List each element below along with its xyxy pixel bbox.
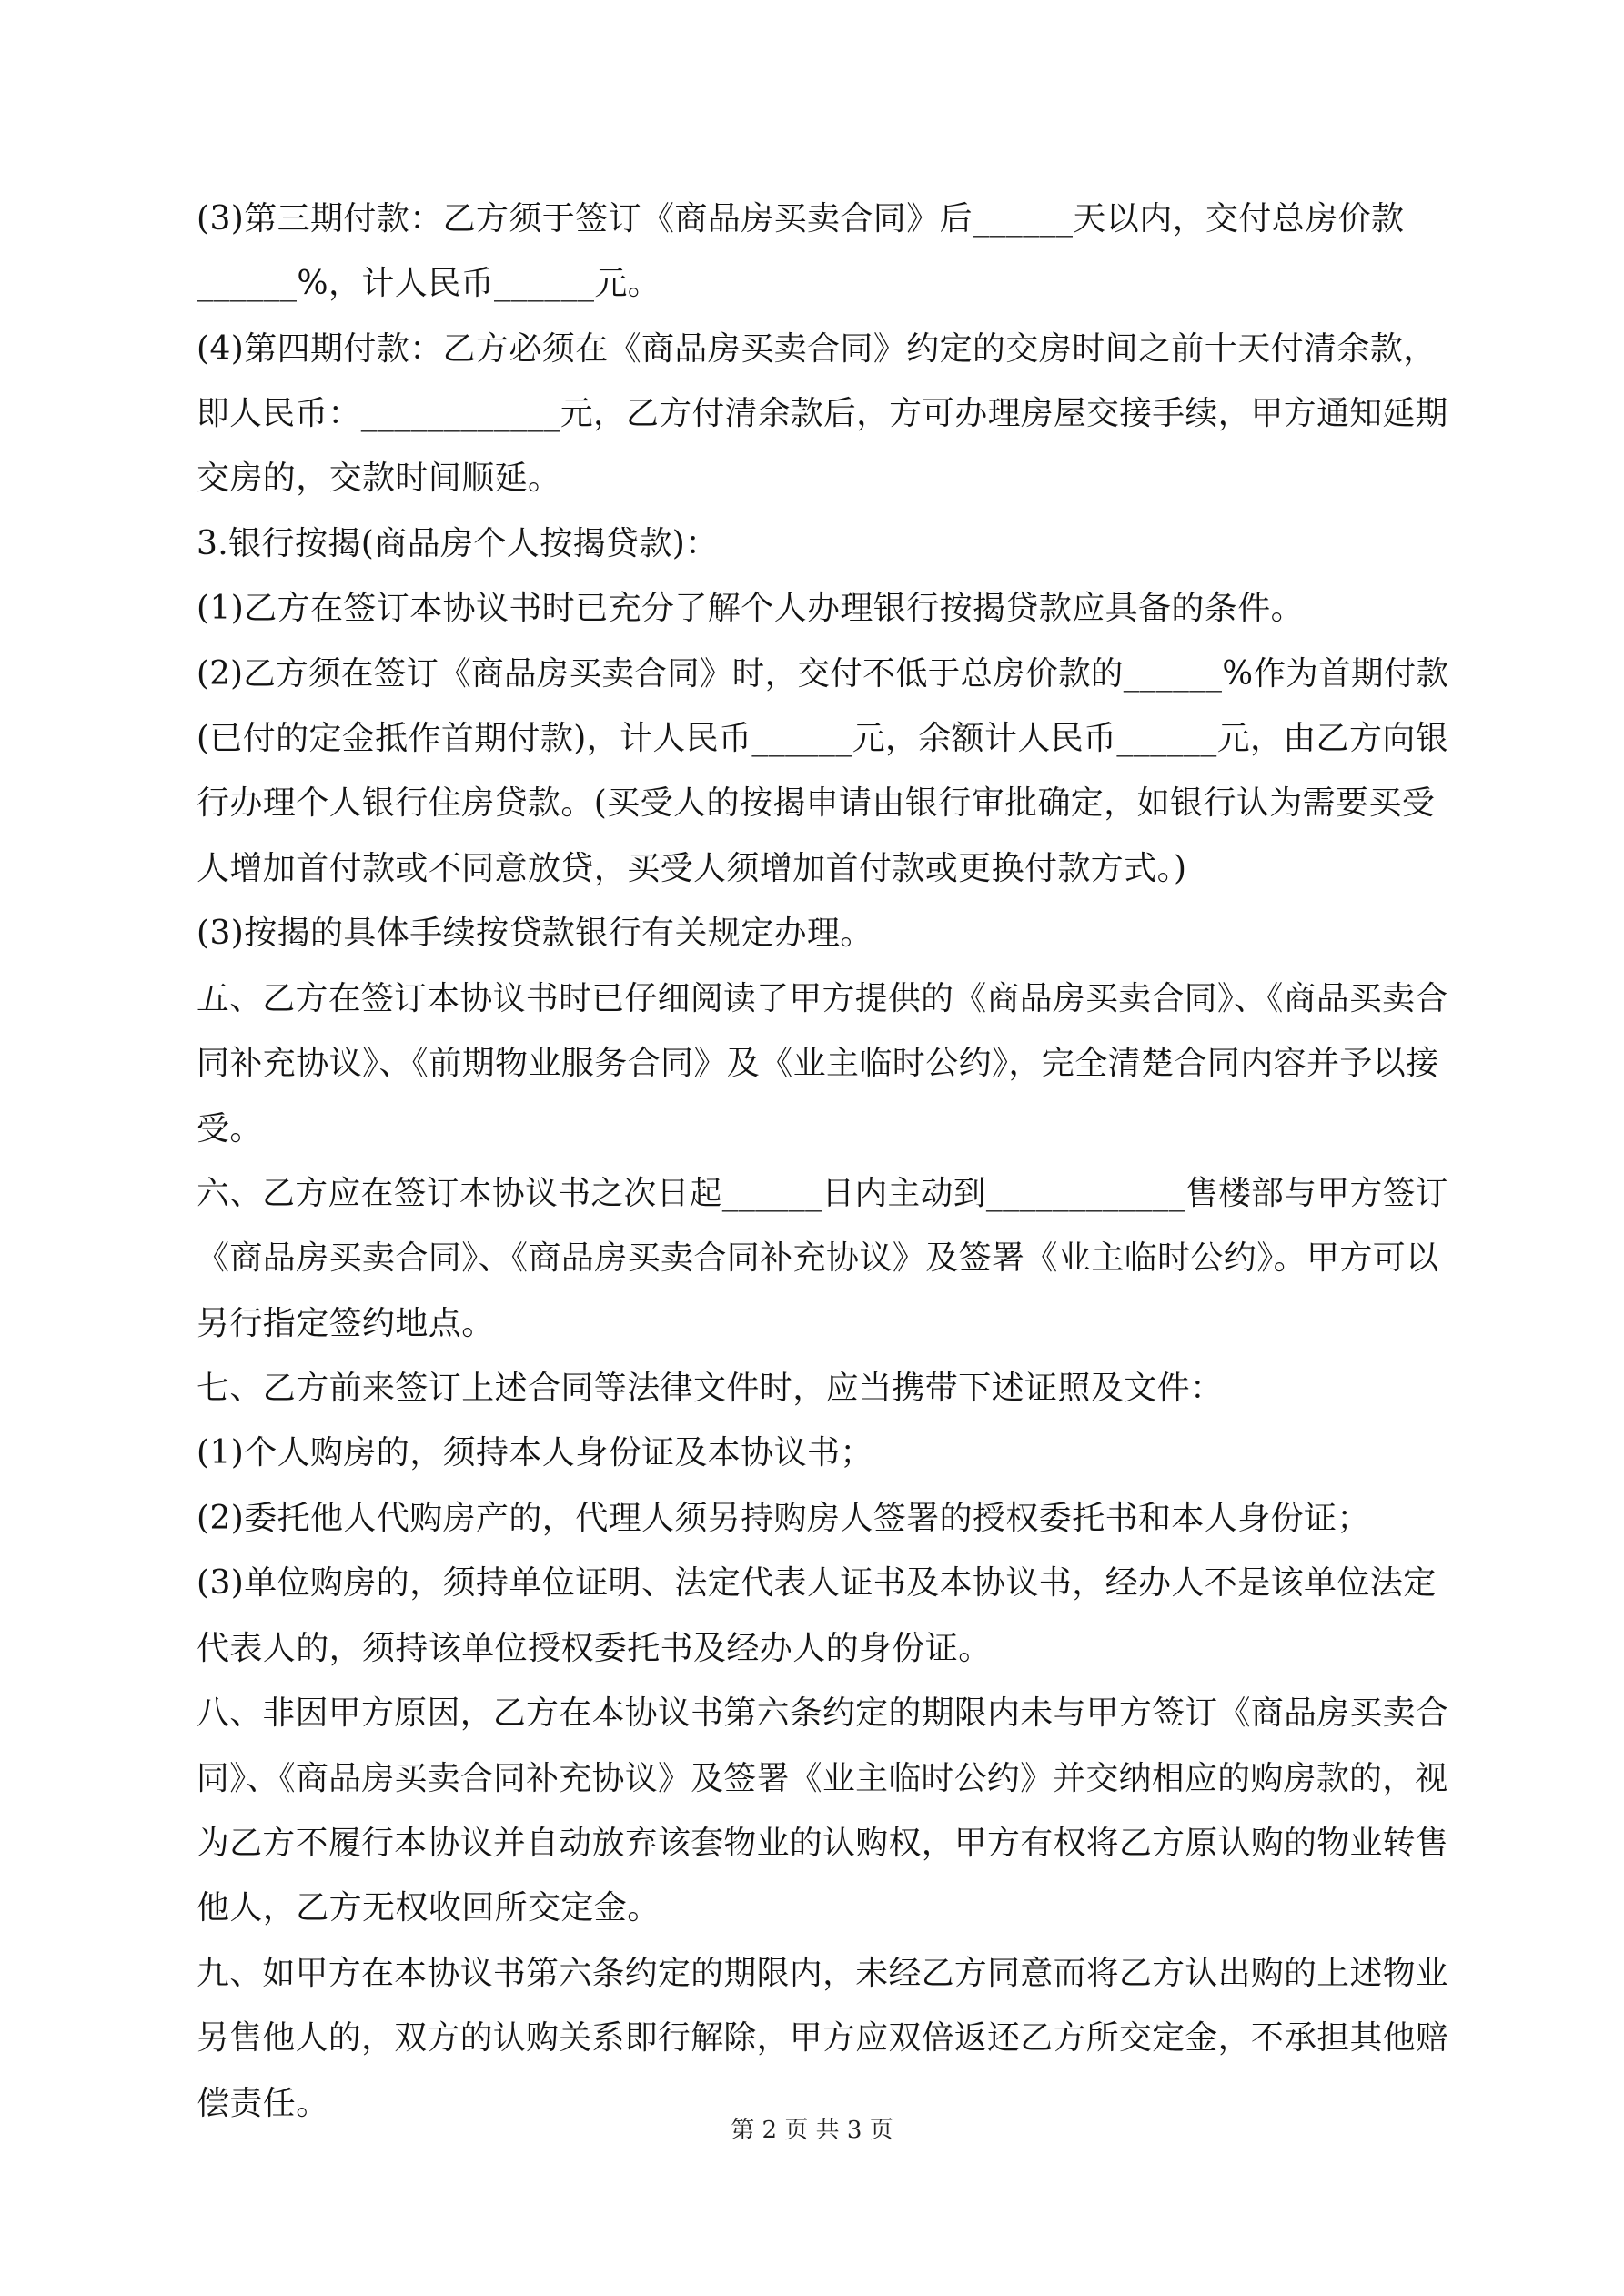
paragraph-line: (2)乙方须在签订《商品房买卖合同》时，交付不低于总房价款的______%作为首期付款 xyxy=(197,655,1449,693)
paragraph-line: 即人民币：____________元，乙方付清余款后，方可办理房屋交接手续，甲方通知延期 xyxy=(197,395,1448,432)
paragraph-line: 同补充协议》、《前期物业服务合同》及《业主临时公约》，完全清楚合同内容并予以接 xyxy=(197,1045,1439,1082)
paragraph-line: 代表人的，须持该单位授权委托书及经办人的身份证。 xyxy=(197,1630,992,1667)
paragraph-line: 人增加首付款或不同意放贷，买受人须增加首付款或更换付款方式。) xyxy=(197,850,1187,887)
paragraph-line: 偿责任。 xyxy=(197,2085,329,2122)
paragraph-line: (3)第三期付款：乙方须于签订《商品房买卖合同》后______天以内，交付总房价款 xyxy=(197,200,1405,238)
paragraph-line: 另行指定签约地点。 xyxy=(197,1305,495,1342)
paragraph-line: (4)第四期付款：乙方必须在《商品房买卖合同》约定的交房时间之前十天付清余款， xyxy=(197,330,1437,368)
paragraph-line: ______%，计人民币______元。 xyxy=(197,265,661,302)
page-footer: 第 2 页 共 3 页 xyxy=(731,2117,893,2144)
paragraph-line: 他人，乙方无权收回所交定金。 xyxy=(197,1889,661,1927)
paragraph-line: 为乙方不履行本协议并自动放弃该套物业的认购权，甲方有权将乙方原认购的物业转售 xyxy=(197,1825,1449,1862)
paragraph-line: 受。 xyxy=(197,1110,263,1148)
paragraph-line: 五、乙方在签订本协议书时已仔细阅读了甲方提供的《商品房买卖合同》、《商品买卖合 xyxy=(197,980,1448,1017)
paragraph-line: 七、乙方前来签订上述合同等法律文件时，应当携带下述证照及文件： xyxy=(197,1370,1224,1407)
paragraph-line: (3)按揭的具体手续按贷款银行有关规定办理。 xyxy=(197,915,873,952)
paragraph-line: 九、如甲方在本协议书第六条约定的期限内，未经乙方同意而将乙方认出购的上述物业 xyxy=(197,1955,1449,1992)
paragraph-line: 同》、《商品房买卖合同补充协议》及签署《业主临时公约》并交纳相应的购房款的，视 xyxy=(197,1760,1448,1797)
paragraph-line: 3.银行按揭(商品房个人按揭贷款)： xyxy=(197,525,719,562)
paragraph-line: 《商品房买卖合同》、《商品房买卖合同补充协议》及签署《业主临时公约》。甲方可以 xyxy=(197,1239,1439,1277)
paragraph-line: (已付的定金抵作首期付款)，计人民币______元，余额计人民币______元，由乙方向银 xyxy=(197,720,1449,757)
paragraph-line: 交房的，交款时间顺延。 xyxy=(197,460,561,497)
paragraph-line: (2)委托他人代购房产的，代理人须另持购房人签署的授权委托书和本人身份证； xyxy=(197,1500,1370,1537)
paragraph-line: 六、乙方应在签订本协议书之次日起______日内主动到____________售楼部与甲方签订 xyxy=(197,1175,1448,1212)
paragraph-line: 八、非因甲方原因，乙方在本协议书第六条约定的期限内未与甲方签订《商品房买卖合 xyxy=(197,1694,1449,1732)
paragraph-line: 行办理个人银行住房贷款。(买受人的按揭申请由银行审批确定，如银行认为需要买受 xyxy=(197,784,1436,822)
paragraph-line: (1)乙方在签订本协议书时已充分了解个人办理银行按揭贷款应具备的条件。 xyxy=(197,590,1304,627)
paragraph-line: (1)个人购房的，须持本人身份证及本协议书； xyxy=(197,1434,873,1472)
paragraph-line: (3)单位购房的，须持单位证明、法定代表人证书及本协议书，经办人不是该单位法定 xyxy=(197,1564,1437,1602)
paragraph-line: 另售他人的，双方的认购关系即行解除，甲方应双倍返还乙方所交定金，不承担其他赔 xyxy=(197,2019,1449,2057)
